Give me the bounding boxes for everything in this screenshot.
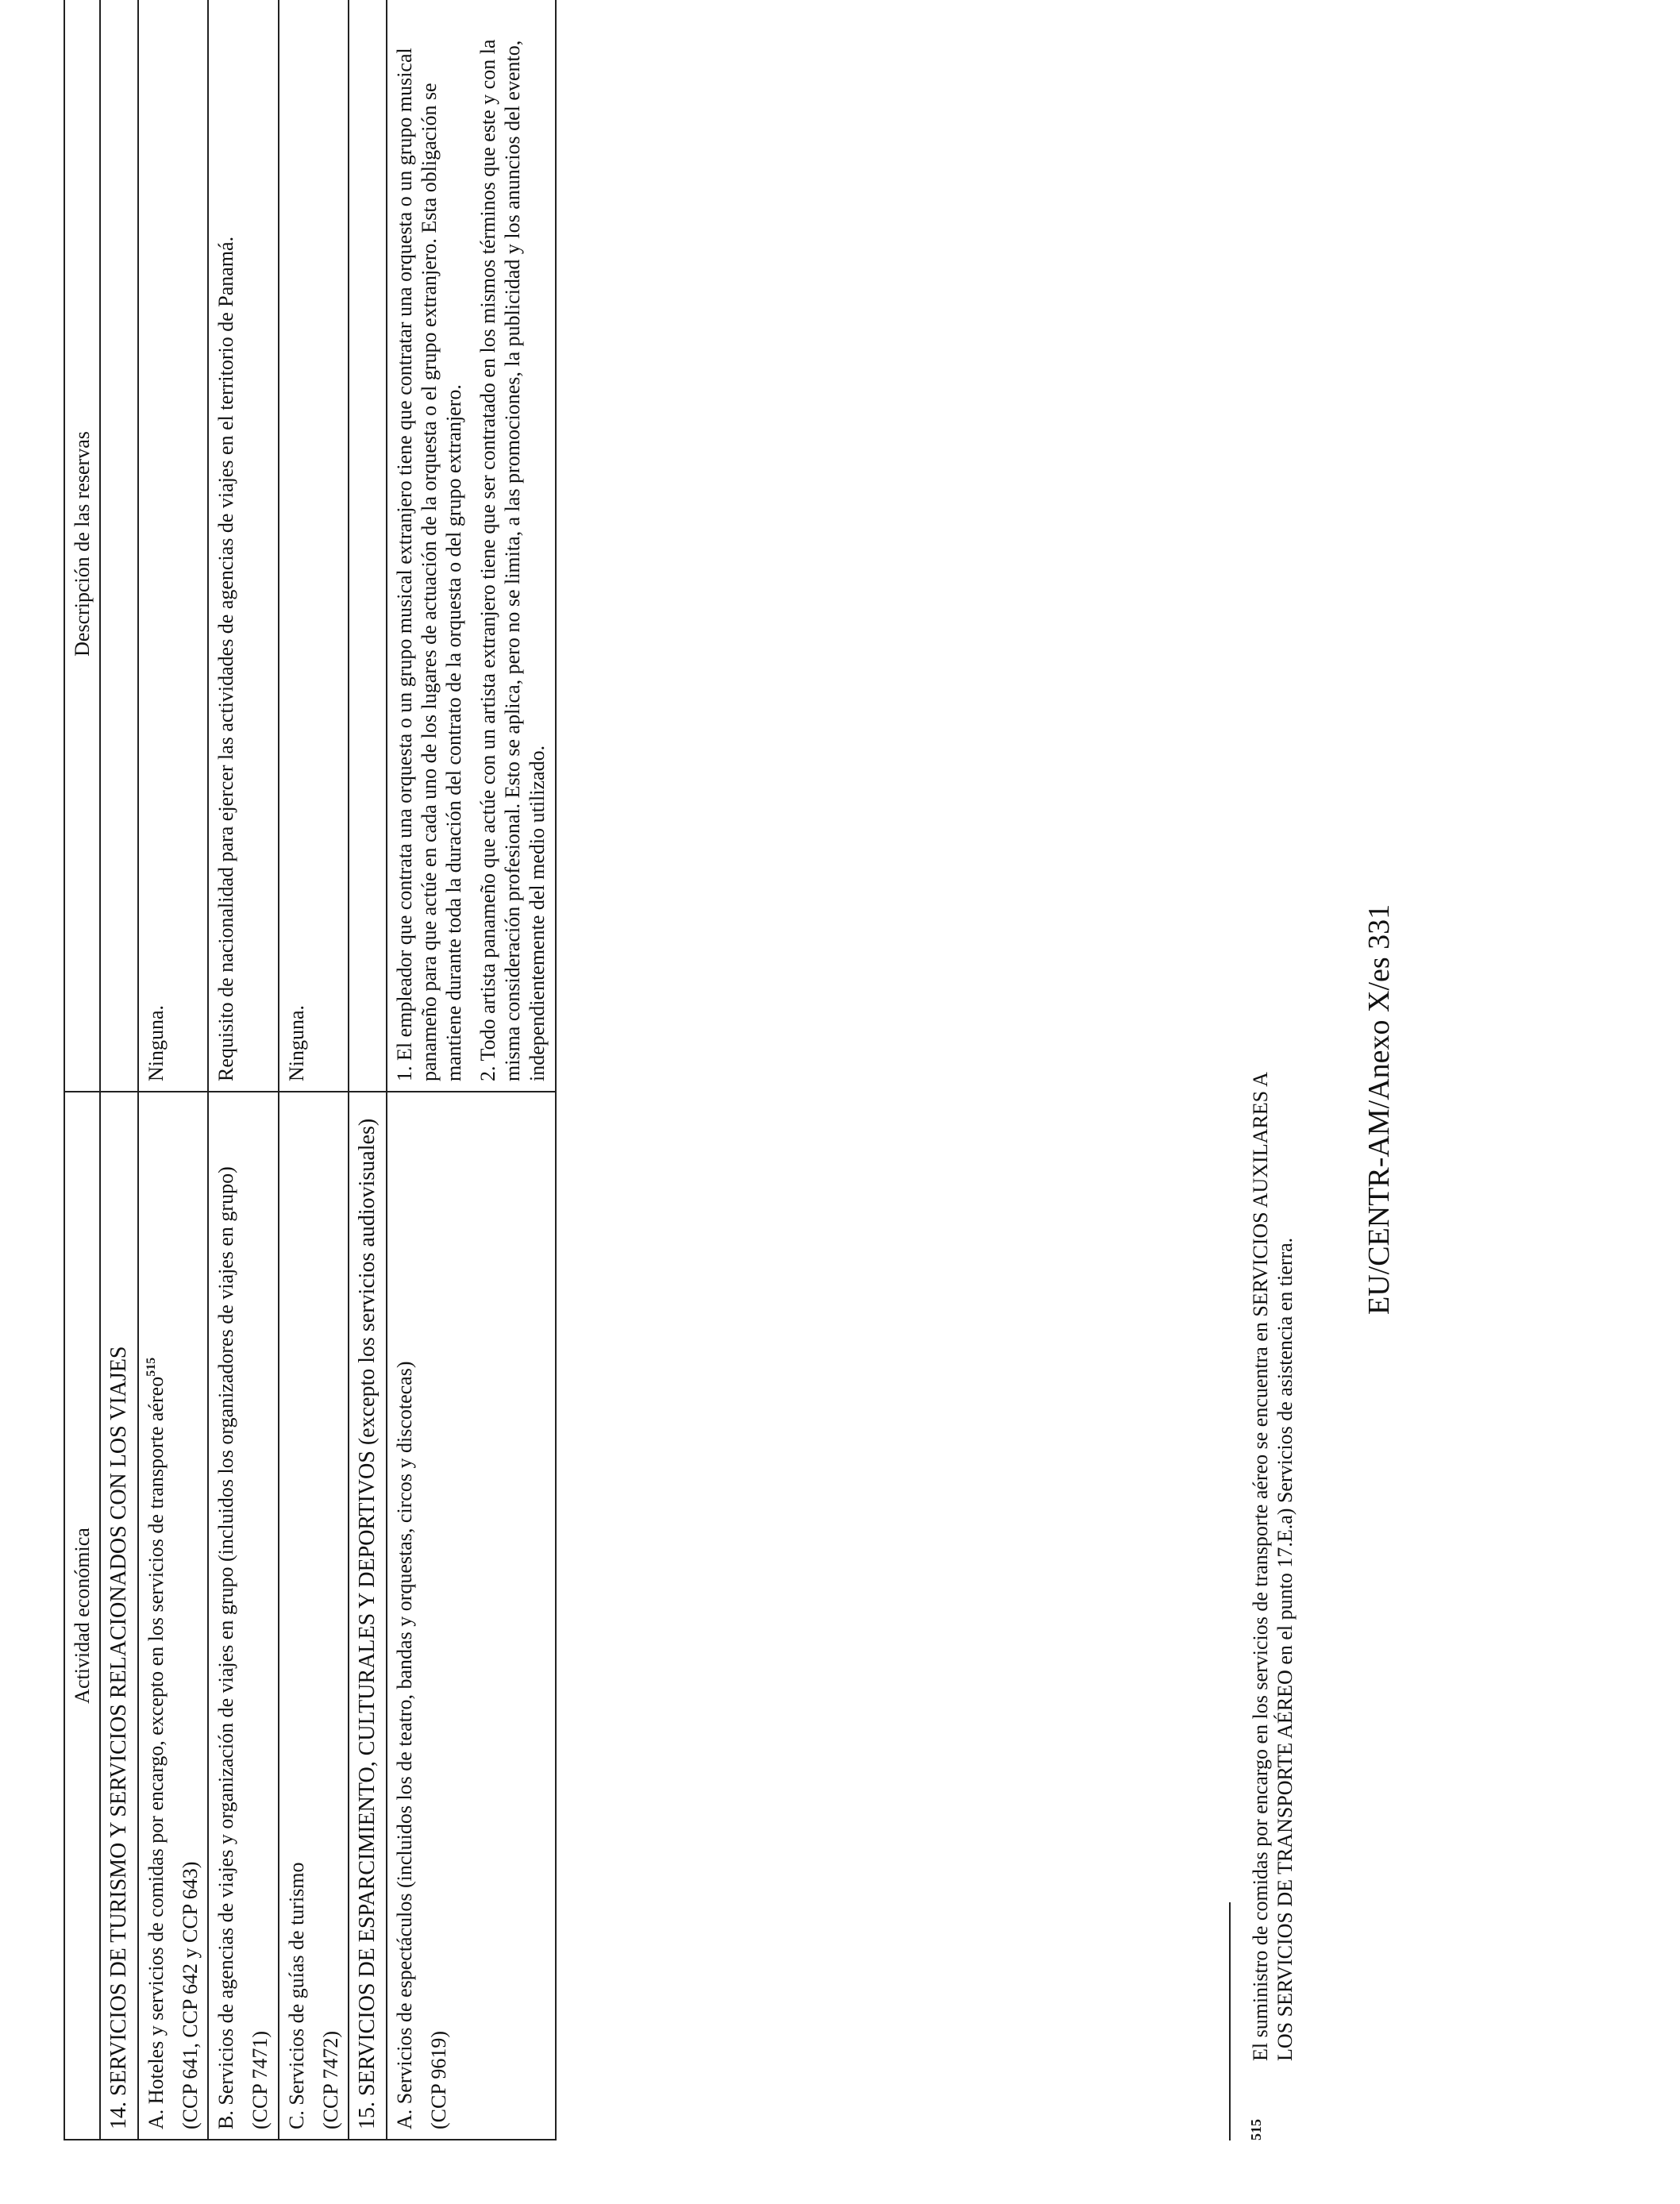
footnote-text: El suministro de comidas por encargo en los servicios de transporte aéreo se encuentra en SERVICIOS AUXILARES A LOS SERVICIOS DE TRANSPORTE AÉREO en el punto 17.E.a) Servicios de asistencia en tierra. [1249, 1073, 1297, 2061]
activity-name: A. Servicios de espectáculos (incluidos los de teatro, bandas y orquestas, circos y discotecas) [392, 1361, 416, 2129]
footnote-ref: 515 [144, 1357, 158, 1377]
section-14-title: 14. SERVICIOS DE TURISMO Y SERVICIOS RELACIONADOS CON LOS VIAJES [100, 1092, 138, 2140]
description-text: Requisito de nacionalidad para ejercer las actividades de agencias de viajes en el territorio de Panamá. [214, 236, 238, 1081]
activity-code: (CCP 7471) [249, 2031, 272, 2129]
table-row [138, 0, 208, 2140]
empty-cell [100, 0, 138, 1092]
activity-name: B. Servicios de agencias de viajes y organización de viajes en grupo (incluidos los organizadores de viajes en grupo) [214, 1166, 238, 2129]
table-row [279, 0, 349, 2140]
description-text: Ninguna. [284, 1004, 308, 1081]
section-row [349, 0, 387, 2140]
activity-name: C. Servicios de guías de turismo [284, 1862, 308, 2129]
activity-cell [279, 1092, 349, 2140]
reservations-table [64, 0, 557, 2140]
activity-cell [208, 1092, 278, 2140]
header-activity: Actividad económica [64, 1092, 100, 2140]
activity-code: (CCP 9619) [426, 2031, 450, 2129]
description-cell [279, 0, 349, 1092]
header-description: Descripción de las reservas [64, 0, 100, 1092]
table-row [387, 0, 556, 2140]
activity-text [144, 1102, 168, 2129]
table-row [208, 0, 278, 2140]
activity-code: (CCP 641, CCP 642 y CCP 643) [178, 1861, 202, 2129]
activity-cell [138, 1092, 208, 2140]
activity-code: (CCP 7472) [318, 2031, 342, 2129]
document-reference: EU/CENTR-AM/Anexo X/es 331 [1362, 904, 1396, 1315]
header-row [64, 0, 100, 2140]
empty-cell [349, 0, 387, 1092]
activity-name: A. Hoteles y servicios de comidas por encargo, excepto en los servicios de transporte aéreo [144, 1376, 168, 2129]
description-cell [208, 0, 278, 1092]
activity-cell [387, 1092, 556, 2140]
description-text: 1. El empleador que contrata una orquesta o un grupo musical extranjero tiene que contratar una orquesta o un grupo musical panameño para que actúe en cada uno de los lugares de actuación de la orquesta o el grupo extranjero. Esta obligación se mantiene durante toda la duración del contrato de la orquesta o del grupo extranjero. [392, 48, 465, 1081]
footnote-divider [1229, 1902, 1231, 2140]
description-text: 2. Todo artista panameño que actúe con un artista extranjero tiene que ser contratado en los mismos términos que este y con la misma consideración profesional. Esto se aplica, pero no se limita, a las promociones, la publicidad y los anuncios del evento, independientemente del medio utilizado. [476, 39, 549, 1081]
section-15-title: 15. SERVICIOS DE ESPARCIMIENTO, CULTURALES Y DEPORTIVOS (excepto los servicios audiovisuales) [349, 1092, 387, 2140]
description-cell [138, 0, 208, 1092]
description-cell [387, 0, 556, 1092]
description-text: Ninguna. [144, 1004, 168, 1081]
section-row [100, 0, 138, 2140]
footnote-number: 515 [1248, 2119, 1264, 2140]
